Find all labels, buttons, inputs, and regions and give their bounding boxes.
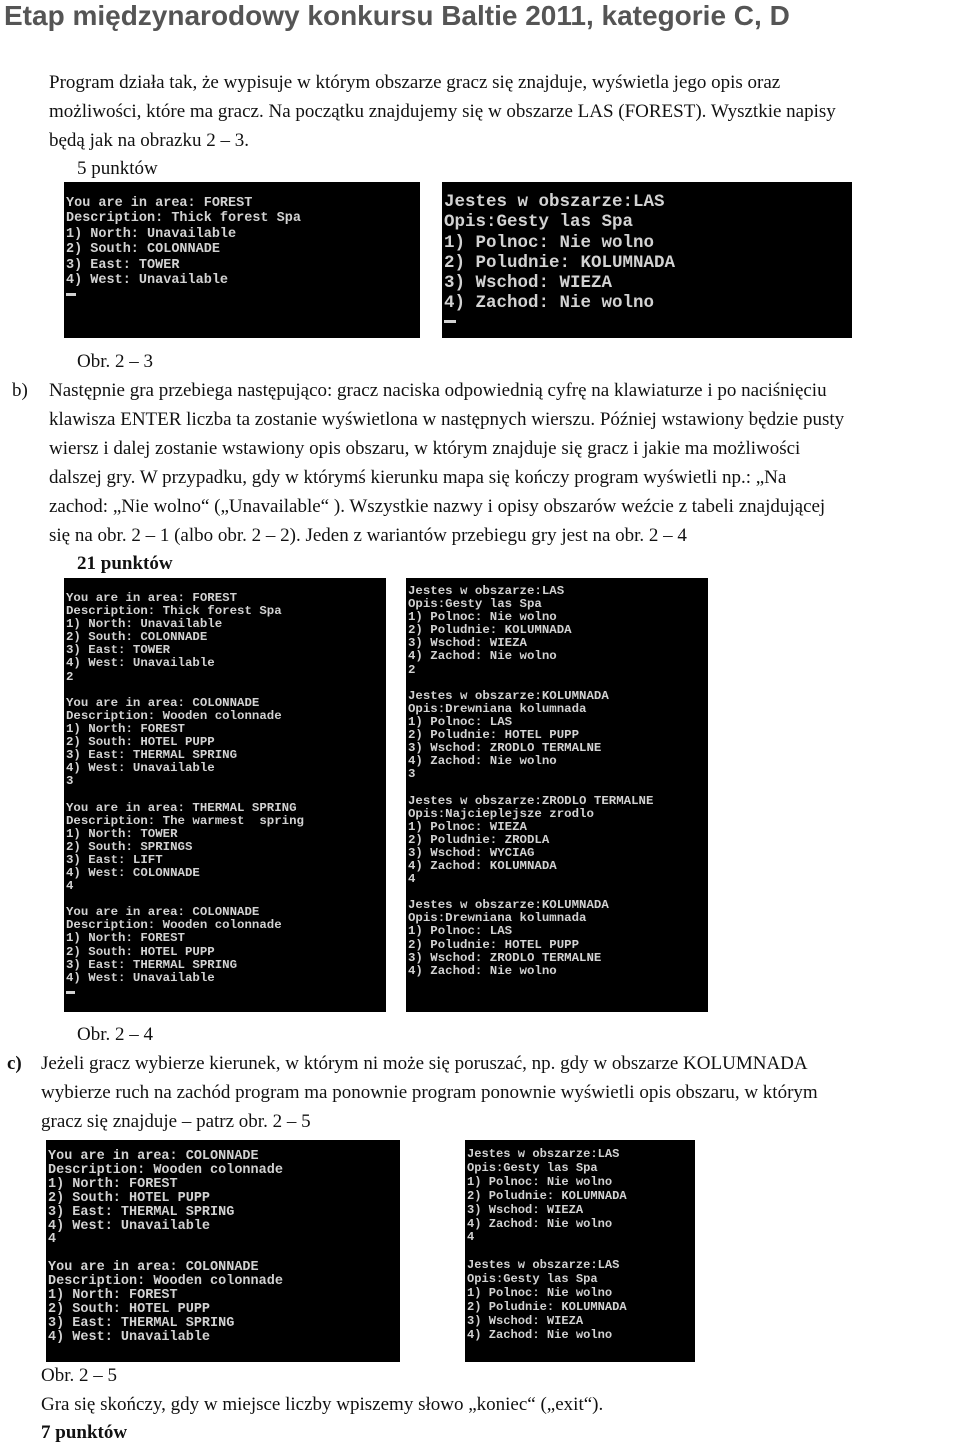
section-b-paragraph (49, 376, 844, 550)
intro-line: będą jak na obrazku 2 – 3. (49, 130, 249, 151)
section-b-line: zachod: „Nie wolno“ („Unavailable“ ). Wszystkie nazwy i opisy obszarów weźcie z tabeli znajdującej (49, 496, 826, 517)
section-b-points: 21 punktów (77, 553, 173, 574)
section-b-line: się na obr. 2 – 1 (albo obr. 2 – 2). Jeden z wariantów przebiegu gry jest na obr. 2 – 4 (49, 525, 687, 546)
section-c-line: Jeżeli gracz wybierze kierunek, w którym ni może się poruszać, np. gdy w obszarze KOLUMNADA (41, 1053, 808, 1074)
console-english-fig25 (46, 1140, 400, 1362)
console-text: Jestes w obszarze:LAS Opis:Gesty las Spa 1) Polnoc: Nie wolno 2) Poludnie: KOLUMNADA 3) Wschod: WIEZA 4) Zachod: Nie wolno 4 Jestes w obszarze:LAS Opis:Gesty las Spa 1) Polnoc: Nie wolno 2) Poludnie: KOLUMNADA 3) Wschod: WIEZA 4) Zachod: Nie wolno (467, 1147, 627, 1342)
section-c-label: c) (7, 1053, 22, 1074)
section-b-label: b) (12, 380, 28, 401)
section-c-line: wybierze ruch na zachód program ma ponownie program ponownie wyświetli opis obszaru, w którym (41, 1082, 818, 1103)
figure-caption: Obr. 2 – 3 (77, 351, 153, 372)
console-text: You are in area: FOREST Description: Thick forest Spa 1) North: Unavailable 2) South: COLONNADE 3) East: TOWER 4) West: Unavailable 2 You are in area: COLONNADE Description: Wooden colonnade 1) North: FOREST 2) South: HOTEL PUPP 3) East: THERMAL SPRING 4) West: Unavailable 3 You are in area: THERMAL SPRING Description: The warmest spring 1) North: TOWER 2) South: SPRINGS 3) East: LIFT 4) West: COLONNADE 4 You are in area: COLONNADE Description: Wooden colonnade 1) North: FOREST 2) South: HOTEL PUPP 3) East: THERMAL SPRING 4) West: Unavailable (66, 591, 304, 985)
page-header: Etap międzynarodowy konkursu Baltie 2011, kategorie C, D (4, 0, 790, 31)
section-c-line: gracz się znajduje – patrz obr. 2 – 5 (41, 1111, 311, 1132)
intro-line: Program działa tak, że wypisuje w którym obszarze gracz się znajduje, wyświetla jego opis oraz (49, 72, 781, 93)
section-c-paragraph (41, 1049, 818, 1136)
console-polish-fig25 (465, 1140, 695, 1362)
console-text: You are in area: COLONNADE Description: Wooden colonnade 1) North: FOREST 2) South: HOTEL PUPP 3) East: THERMAL SPRING 4) West: Unavailable 4 You are in area: COLONNADE Description: Wooden colonnade 1) North: FOREST 2) South: HOTEL PUPP 3) East: THERMAL SPRING 4) West: Unavailable (48, 1149, 283, 1345)
console-cursor (66, 293, 76, 296)
console-text: Jestes w obszarze:LAS Opis:Gesty las Spa 1) Polnoc: Nie wolno 2) Poludnie: KOLUMNADA 3) Wschod: WIEZA 4) Zachod: Nie wolno (444, 192, 676, 314)
console-cursor (444, 320, 456, 323)
intro-line: możliwości, które ma gracz. Na początku znajdujemy się w obszarze LAS (FOREST). Wysztkie napisy (49, 101, 836, 122)
console-polish-fig24 (406, 578, 708, 1012)
console-english-fig24 (64, 578, 386, 1012)
section-b-line: wiersz i dalej zostanie wstawiony opis obszaru, w którym znajduje się gracz i jakie ma możliwości (49, 438, 801, 459)
intro-points: 5 punktów (77, 158, 158, 179)
footer-text: Gra się skończy, gdy w miejsce liczby wpiszemy słowo „koniec“ („exit“). (41, 1394, 604, 1415)
intro-paragraph (49, 68, 836, 155)
section-b-line: Następnie gra przebiega następująco: gracz naciska odpowiednią cyfrę na klawiaturze i po naciśnięciu (49, 380, 827, 401)
console-text: Jestes w obszarze:LAS Opis:Gesty las Spa 1) Polnoc: Nie wolno 2) Poludnie: KOLUMNADA 3) Wschod: WIEZA 4) Zachod: Nie wolno 2 Jestes w obszarze:KOLUMNADA Opis:Drewniana kolumnada 1) Polnoc: LAS 2) Poludnie: HOTEL PUPP 3) Wschod: ZRODLO TERMALNE 4) Zachod: Nie wolno 3 Jestes w obszarze:ZRODLO TERMALNE Opis:Najcieplejsze zrodlo 1) Polnoc: WIEZA 2) Poludnie: ZRODLA 3) Wschod: WYCIAG 4) Zachod: KOLUMNADA 4 Jestes w obszarze:KOLUMNADA Opis:Drewniana kolumnada 1) Polnoc: LAS 2) Poludnie: HOTEL PUPP 3) Wschod: ZRODLO TERMALNE 4) Zachod: Nie wolno (408, 584, 654, 978)
console-cursor (66, 991, 75, 994)
footer-points: 7 punktów (41, 1422, 128, 1443)
console-polish-fig23 (442, 182, 852, 338)
figure-caption: Obr. 2 – 5 (41, 1365, 117, 1386)
section-b-line: klawisza ENTER liczba ta zostanie wyświetlona w następnych wierszu. Później wstawiony będzie pusty (49, 409, 845, 430)
figure-caption: Obr. 2 – 4 (77, 1024, 153, 1045)
console-english-fig23 (64, 182, 420, 338)
section-b-line: dalszej gry. W przypadku, gdy w którymś kierunku mapa się kończy program wyświetli np.: „Na (49, 467, 787, 488)
console-text: You are in area: FOREST Description: Thick forest Spa 1) North: Unavailable 2) South: COLONNADE 3) East: TOWER 4) West: Unavailable (66, 196, 301, 289)
